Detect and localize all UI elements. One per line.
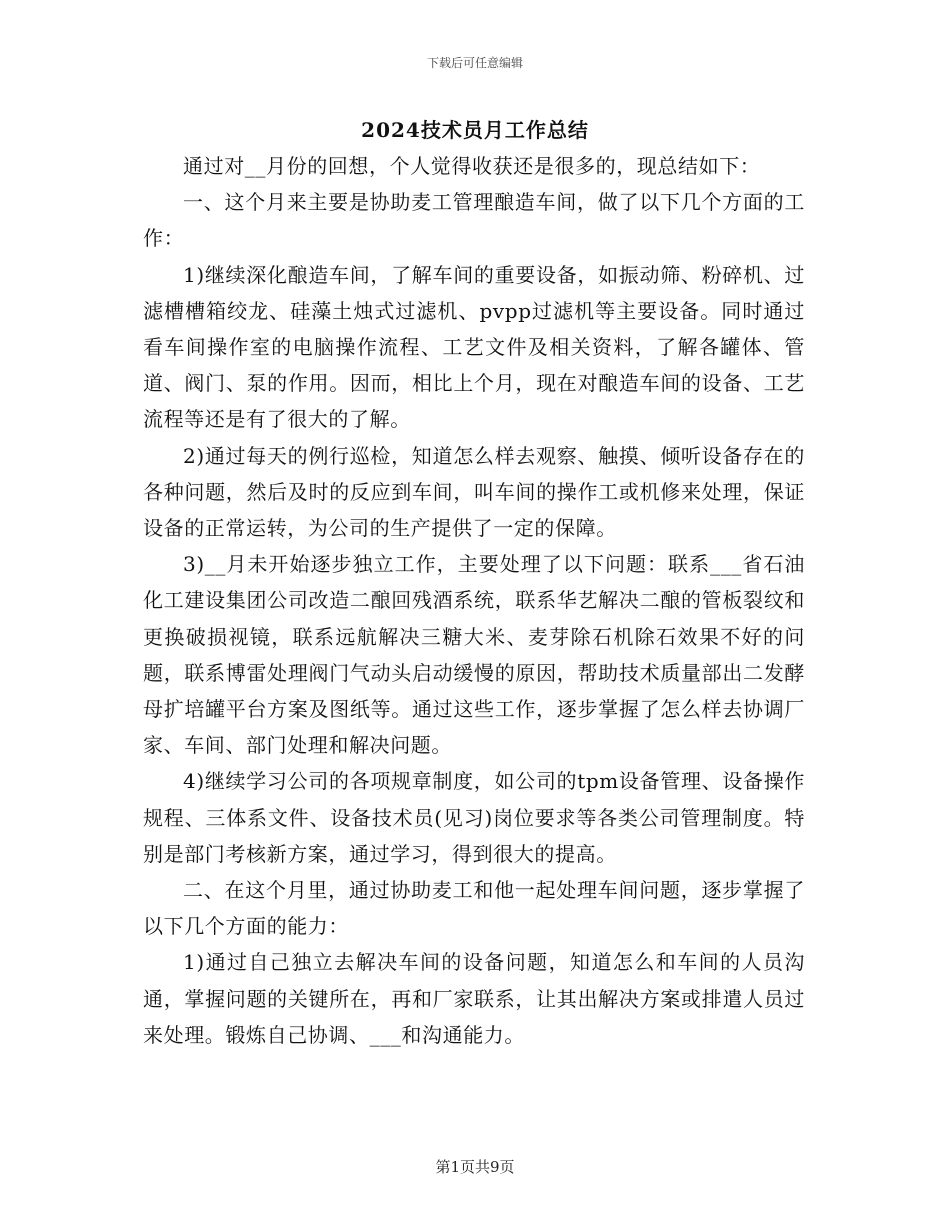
- header-note: 下载后可任意编辑: [426, 56, 523, 70]
- paragraph-section-2-heading: 二、在这个月里，通过协助麦工和他一起处理车间问题，逐步掌握了以下几个方面的能力：: [143, 878, 805, 939]
- paragraph-section-1-heading: 一、这个月来主要是协助麦工管理酿造车间，做了以下几个方面的工作：: [143, 190, 805, 251]
- document-title: 2024技术员月工作总结: [361, 118, 589, 142]
- document-body: [143, 148, 805, 1053]
- paragraph-section-2-item-1: 1)通过自己独立去解决车间的设备问题，知道怎么和车间的人员沟通，掌握问题的关键所在，再和厂家联系，让其出解决方案或排遣人员过来处理。锻炼自己协调、___和沟通能力。: [143, 950, 805, 1047]
- paragraph-item-1: 1)继续深化酿造车间，了解车间的重要设备，如振动筛、粉碎机、过滤槽槽箱绞龙、硅藻土烛式过滤机、pvpp过滤机等主要设备。同时通过看车间操作室的电脑操作流程、工艺文件及相关资料，了解各罐体、管道、阀门、泵的作用。因而，相比上个月，现在对酿造车间的设备、工艺流程等还是有了很大的了解。: [143, 262, 805, 432]
- paragraph-intro: 通过对__月份的回想，个人觉得收获还是很多的，现总结如下：: [183, 154, 761, 178]
- paragraph-item-3: 3)__月未开始逐步独立工作，主要处理了以下问题：联系___省石油化工建设集团公司改造二酿回残酒系统，联系华艺解决二酿的管板裂纹和更换破损视镜，联系远航解决三糖大米、麦芽除石机除石效果不好的问题，联系博雷处理阀门气动头启动缓慢的原因，帮助技术质量部出二发酵母扩培罐平台方案及图纸等。通过这些工作，逐步掌握了怎么样去协调厂家、车间、部门处理和解决问题。: [143, 552, 805, 758]
- paragraph-item-2: 2)通过每天的例行巡检，知道怎么样去观察、触摸、倾听设备存在的各种问题，然后及时的反应到车间，叫车间的操作工或机修来处理，保证设备的正常运转，为公司的生产提供了一定的保障。: [143, 443, 805, 541]
- paragraph-item-4: 4)继续学习公司的各项规章制度，如公司的tpm设备管理、设备操作规程、三体系文件、设备技术员(见习)岗位要求等各类公司管理制度。特别是部门考核新方案，通过学习，得到很大的提高。: [143, 769, 805, 866]
- page-number: 第1页共9页: [435, 1158, 515, 1176]
